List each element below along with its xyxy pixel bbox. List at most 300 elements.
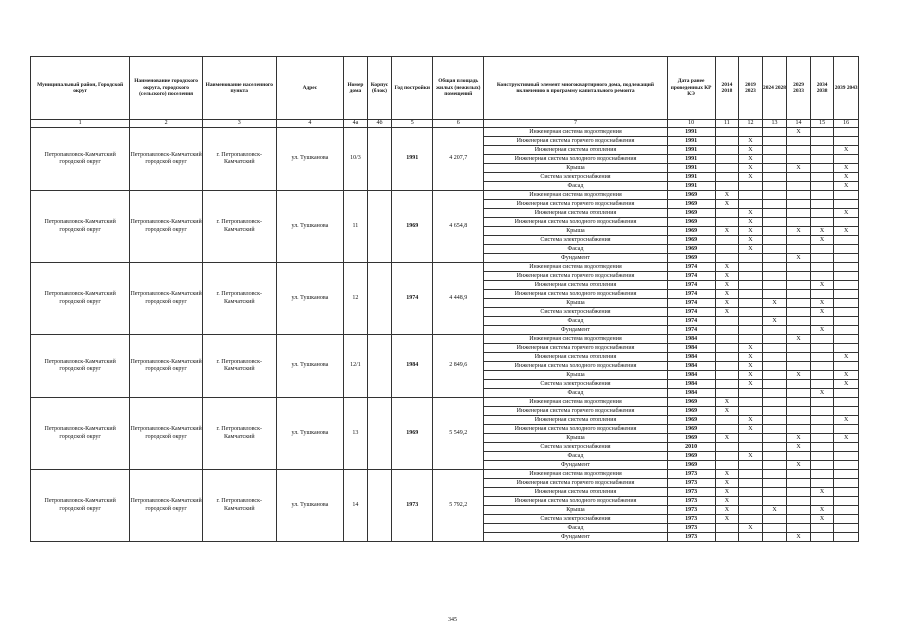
period-mark-cell (762, 236, 787, 245)
column-header: Муниципальный район, Городской округ (31, 57, 130, 120)
period-mark-cell (810, 434, 834, 443)
area-cell: 5 792,2 (433, 470, 484, 542)
column-number-row (31, 120, 859, 128)
period-mark-cell (787, 515, 811, 524)
period-mark-cell (762, 362, 787, 371)
capital-repair-table (30, 56, 859, 542)
period-mark-cell (762, 326, 787, 335)
element-name-cell: Фасад (484, 524, 667, 533)
period-mark-cell (834, 515, 859, 524)
period-mark-cell (762, 443, 787, 452)
period-mark-cell (739, 263, 763, 272)
period-mark-cell (834, 128, 859, 137)
period-mark-cell (715, 317, 739, 326)
period-mark-cell: X (739, 236, 763, 245)
period-mark-cell (739, 200, 763, 209)
period-mark-cell (787, 245, 811, 254)
period-mark-cell (715, 416, 739, 425)
period-mark-cell (762, 263, 787, 272)
period-mark-cell: X (739, 362, 763, 371)
period-mark-cell (787, 326, 811, 335)
district-cell: Петропавловск-Камчатский городской округ (31, 191, 130, 263)
previous-repair-date-cell: 1974 (667, 263, 715, 272)
period-mark-cell (787, 299, 811, 308)
period-mark-cell (810, 191, 834, 200)
period-mark-cell (810, 254, 834, 263)
period-mark-cell (834, 506, 859, 515)
area-cell: 2 849,6 (433, 335, 484, 398)
period-mark-cell: X (787, 335, 811, 344)
period-mark-cell (787, 398, 811, 407)
column-header: Наименование населенного пункта (202, 57, 276, 120)
previous-repair-date-cell: 1991 (667, 182, 715, 191)
column-header: Адрес (276, 57, 344, 120)
period-mark-cell (739, 506, 763, 515)
period-mark-cell (834, 236, 859, 245)
period-mark-cell (810, 200, 834, 209)
period-mark-cell (762, 488, 787, 497)
table-row (31, 398, 859, 407)
element-name-cell: Фундамент (484, 533, 667, 542)
period-mark-cell: X (810, 488, 834, 497)
period-mark-cell: X (810, 515, 834, 524)
period-mark-cell: X (810, 299, 834, 308)
period-mark-cell (715, 344, 739, 353)
period-mark-cell (739, 515, 763, 524)
period-mark-cell (834, 407, 859, 416)
build-year-cell: 1969 (392, 398, 433, 470)
period-mark-cell: X (739, 245, 763, 254)
period-mark-cell (715, 155, 739, 164)
previous-repair-date-cell: 1991 (667, 164, 715, 173)
period-mark-cell (810, 317, 834, 326)
period-mark-cell (834, 254, 859, 263)
period-mark-cell (810, 182, 834, 191)
period-mark-cell (787, 200, 811, 209)
element-name-cell: Инженерная система водоотведения (484, 398, 667, 407)
element-name-cell: Инженерная система отопления (484, 488, 667, 497)
period-mark-cell: X (834, 416, 859, 425)
period-mark-cell (715, 209, 739, 218)
previous-repair-date-cell: 1969 (667, 398, 715, 407)
period-mark-cell: X (834, 146, 859, 155)
period-mark-cell (787, 479, 811, 488)
period-mark-cell (787, 524, 811, 533)
period-mark-cell (810, 416, 834, 425)
column-number: 6 (433, 120, 484, 128)
period-mark-cell (834, 362, 859, 371)
period-mark-cell (810, 146, 834, 155)
area-cell: 5 549,2 (433, 398, 484, 470)
period-mark-cell (762, 434, 787, 443)
period-mark-cell (787, 380, 811, 389)
district-cell: Петропавловск-Камчатский городской округ (31, 128, 130, 191)
area-cell: 4 448,9 (433, 263, 484, 335)
element-name-cell: Система электроснабжения (484, 308, 667, 317)
column-header: 2034 2038 (810, 57, 834, 120)
house-number-cell: 10/3 (344, 128, 368, 191)
element-name-cell: Инженерная система горячего водоснабжения (484, 272, 667, 281)
period-mark-cell: X (810, 227, 834, 236)
period-mark-cell (810, 164, 834, 173)
table-row (31, 263, 859, 272)
period-mark-cell (834, 272, 859, 281)
element-name-cell: Инженерная система водоотведения (484, 335, 667, 344)
period-mark-cell (715, 533, 739, 542)
period-mark-cell (834, 470, 859, 479)
period-mark-cell (762, 182, 787, 191)
period-mark-cell: X (810, 389, 834, 398)
column-number: 5 (392, 120, 433, 128)
period-mark-cell (810, 272, 834, 281)
period-mark-cell: X (834, 173, 859, 182)
column-header: Дата ранее проведенных КР КЭ (667, 57, 715, 120)
period-mark-cell: X (739, 155, 763, 164)
period-mark-cell (739, 326, 763, 335)
period-mark-cell: X (810, 281, 834, 290)
period-mark-cell (762, 407, 787, 416)
table-body (31, 128, 859, 542)
period-mark-cell (715, 326, 739, 335)
period-mark-cell (762, 254, 787, 263)
element-name-cell: Инженерная система горячего водоснабжения (484, 407, 667, 416)
header-row (31, 57, 859, 120)
period-mark-cell: X (715, 515, 739, 524)
period-mark-cell: X (715, 191, 739, 200)
period-mark-cell: X (739, 227, 763, 236)
element-name-cell: Инженерная система водоотведения (484, 191, 667, 200)
element-name-cell: Крыша (484, 227, 667, 236)
period-mark-cell (810, 137, 834, 146)
previous-repair-date-cell: 1991 (667, 173, 715, 182)
period-mark-cell (739, 335, 763, 344)
period-mark-cell: X (715, 398, 739, 407)
period-mark-cell (715, 353, 739, 362)
period-mark-cell (834, 299, 859, 308)
period-mark-cell (739, 308, 763, 317)
period-mark-cell: X (739, 218, 763, 227)
period-mark-cell (762, 497, 787, 506)
period-mark-cell: X (739, 353, 763, 362)
period-mark-cell: X (715, 281, 739, 290)
previous-repair-date-cell: 1974 (667, 317, 715, 326)
settlement-cell: Петропавловск-Камчатский городской округ (130, 335, 203, 398)
period-mark-cell: X (762, 506, 787, 515)
period-mark-cell (810, 173, 834, 182)
column-header: 2019 2023 (739, 57, 763, 120)
house-number-cell: 11 (344, 191, 368, 263)
period-mark-cell (787, 470, 811, 479)
period-mark-cell (739, 182, 763, 191)
period-mark-cell (834, 155, 859, 164)
period-mark-cell: X (810, 308, 834, 317)
street-cell: ул. Тушканова (276, 263, 344, 335)
period-mark-cell (715, 425, 739, 434)
period-mark-cell (762, 344, 787, 353)
previous-repair-date-cell: 1973 (667, 524, 715, 533)
period-mark-cell (810, 533, 834, 542)
period-mark-cell: X (834, 209, 859, 218)
element-name-cell: Система электроснабжения (484, 443, 667, 452)
previous-repair-date-cell: 1984 (667, 353, 715, 362)
column-number: 1 (31, 120, 130, 128)
previous-repair-date-cell: 2010 (667, 443, 715, 452)
period-mark-cell (787, 209, 811, 218)
period-mark-cell (739, 533, 763, 542)
table-row (31, 335, 859, 344)
period-mark-cell (715, 218, 739, 227)
build-year-cell: 1969 (392, 191, 433, 263)
period-mark-cell: X (834, 353, 859, 362)
period-mark-cell (787, 344, 811, 353)
period-mark-cell (834, 200, 859, 209)
period-mark-cell (787, 290, 811, 299)
period-mark-cell (810, 218, 834, 227)
period-mark-cell: X (715, 407, 739, 416)
block-cell (367, 335, 392, 398)
period-mark-cell (834, 389, 859, 398)
previous-repair-date-cell: 1974 (667, 308, 715, 317)
period-mark-cell (810, 209, 834, 218)
period-mark-cell: X (834, 164, 859, 173)
street-cell: ул. Тушканова (276, 191, 344, 263)
period-mark-cell: X (715, 470, 739, 479)
district-cell: Петропавловск-Камчатский городской округ (31, 470, 130, 542)
block-cell (367, 470, 392, 542)
previous-repair-date-cell: 1974 (667, 299, 715, 308)
build-year-cell: 1973 (392, 470, 433, 542)
previous-repair-date-cell: 1969 (667, 434, 715, 443)
period-mark-cell (762, 389, 787, 398)
column-number: 7 (484, 120, 667, 128)
settlement-cell: Петропавловск-Камчатский городской округ (130, 470, 203, 542)
previous-repair-date-cell: 1974 (667, 326, 715, 335)
period-mark-cell: X (834, 371, 859, 380)
column-header: 2029 2033 (787, 57, 811, 120)
previous-repair-date-cell: 1984 (667, 380, 715, 389)
period-mark-cell (834, 497, 859, 506)
period-mark-cell: X (787, 227, 811, 236)
period-mark-cell (787, 389, 811, 398)
previous-repair-date-cell: 1969 (667, 461, 715, 470)
period-mark-cell (834, 308, 859, 317)
period-mark-cell (810, 371, 834, 380)
column-header: Год постройки (392, 57, 433, 120)
period-mark-cell: X (715, 227, 739, 236)
column-header: Конструктивный элемент многоквартирного дома, подлежащий включению в программу капитального ремонта (484, 57, 667, 120)
period-mark-cell: X (787, 254, 811, 263)
previous-repair-date-cell: 1984 (667, 371, 715, 380)
period-mark-cell (762, 227, 787, 236)
column-number: 3 (202, 120, 276, 128)
previous-repair-date-cell: 1969 (667, 227, 715, 236)
period-mark-cell (715, 443, 739, 452)
period-mark-cell: X (715, 479, 739, 488)
period-mark-cell: X (810, 236, 834, 245)
period-mark-cell (787, 272, 811, 281)
period-mark-cell (762, 272, 787, 281)
period-mark-cell (810, 407, 834, 416)
period-mark-cell (762, 137, 787, 146)
element-name-cell: Фасад (484, 182, 667, 191)
period-mark-cell (810, 362, 834, 371)
area-cell: 4 654,8 (433, 191, 484, 263)
previous-repair-date-cell: 1973 (667, 470, 715, 479)
period-mark-cell: X (739, 209, 763, 218)
period-mark-cell (787, 173, 811, 182)
period-mark-cell (787, 236, 811, 245)
previous-repair-date-cell: 1974 (667, 272, 715, 281)
period-mark-cell (715, 461, 739, 470)
settlement-cell: Петропавловск-Камчатский городской округ (130, 398, 203, 470)
period-mark-cell (739, 461, 763, 470)
element-name-cell: Крыша (484, 506, 667, 515)
period-mark-cell (739, 317, 763, 326)
previous-repair-date-cell: 1969 (667, 191, 715, 200)
period-mark-cell: X (739, 425, 763, 434)
column-number: 15 (810, 120, 834, 128)
element-name-cell: Крыша (484, 434, 667, 443)
period-mark-cell: X (739, 146, 763, 155)
element-name-cell: Крыша (484, 299, 667, 308)
period-mark-cell (762, 416, 787, 425)
locality-cell: г. Петропавловск-Камчатский (202, 263, 276, 335)
period-mark-cell (739, 299, 763, 308)
build-year-cell: 1984 (392, 335, 433, 398)
period-mark-cell (715, 335, 739, 344)
period-mark-cell (762, 380, 787, 389)
period-mark-cell (715, 254, 739, 263)
period-mark-cell: X (715, 308, 739, 317)
period-mark-cell (787, 137, 811, 146)
period-mark-cell: X (715, 290, 739, 299)
area-cell: 4 207,7 (433, 128, 484, 191)
period-mark-cell (762, 191, 787, 200)
period-mark-cell (762, 524, 787, 533)
previous-repair-date-cell: 1984 (667, 389, 715, 398)
district-cell: Петропавловск-Камчатский городской округ (31, 335, 130, 398)
period-mark-cell: X (810, 506, 834, 515)
previous-repair-date-cell: 1973 (667, 533, 715, 542)
period-mark-cell (810, 353, 834, 362)
element-name-cell: Инженерная система водоотведения (484, 470, 667, 479)
period-mark-cell: X (762, 299, 787, 308)
period-mark-cell (834, 218, 859, 227)
period-mark-cell (810, 479, 834, 488)
previous-repair-date-cell: 1974 (667, 290, 715, 299)
street-cell: ул. Тушканова (276, 335, 344, 398)
period-mark-cell (810, 245, 834, 254)
element-name-cell: Фундамент (484, 326, 667, 335)
period-mark-cell (834, 344, 859, 353)
previous-repair-date-cell: 1969 (667, 416, 715, 425)
element-name-cell: Инженерная система отопления (484, 209, 667, 218)
period-mark-cell (810, 524, 834, 533)
period-mark-cell (787, 218, 811, 227)
previous-repair-date-cell: 1969 (667, 218, 715, 227)
period-mark-cell (834, 191, 859, 200)
period-mark-cell: X (787, 164, 811, 173)
period-mark-cell (762, 470, 787, 479)
period-mark-cell (787, 416, 811, 425)
element-name-cell: Инженерная система отопления (484, 146, 667, 155)
previous-repair-date-cell: 1969 (667, 407, 715, 416)
period-mark-cell: X (739, 524, 763, 533)
previous-repair-date-cell: 1969 (667, 254, 715, 263)
column-number: 10 (667, 120, 715, 128)
period-mark-cell (715, 137, 739, 146)
element-name-cell: Инженерная система отопления (484, 281, 667, 290)
column-number: 2 (130, 120, 203, 128)
element-name-cell: Крыша (484, 164, 667, 173)
period-mark-cell (787, 425, 811, 434)
locality-cell: г. Петропавловск-Камчатский (202, 398, 276, 470)
house-number-cell: 13 (344, 398, 368, 470)
period-mark-cell: X (715, 200, 739, 209)
period-mark-cell: X (787, 443, 811, 452)
element-name-cell: Фасад (484, 245, 667, 254)
element-name-cell: Инженерная система горячего водоснабжения (484, 200, 667, 209)
period-mark-cell (787, 182, 811, 191)
table-row (31, 128, 859, 137)
period-mark-cell: X (715, 299, 739, 308)
previous-repair-date-cell: 1984 (667, 362, 715, 371)
period-mark-cell (834, 443, 859, 452)
column-header: Корпус (блок) (367, 57, 392, 120)
period-mark-cell (834, 281, 859, 290)
period-mark-cell (715, 389, 739, 398)
period-mark-cell (762, 533, 787, 542)
period-mark-cell (739, 470, 763, 479)
column-number: 13 (762, 120, 787, 128)
element-name-cell: Инженерная система горячего водоснабжения (484, 479, 667, 488)
period-mark-cell (715, 362, 739, 371)
period-mark-cell: X (834, 380, 859, 389)
period-mark-cell (762, 452, 787, 461)
period-mark-cell (787, 155, 811, 164)
period-mark-cell (762, 290, 787, 299)
period-mark-cell (739, 398, 763, 407)
period-mark-cell (810, 497, 834, 506)
period-mark-cell: X (787, 461, 811, 470)
period-mark-cell (715, 182, 739, 191)
street-cell: ул. Тушканова (276, 398, 344, 470)
column-header: 2014 2018 (715, 57, 739, 120)
period-mark-cell: X (715, 497, 739, 506)
period-mark-cell (834, 524, 859, 533)
period-mark-cell (739, 191, 763, 200)
previous-repair-date-cell: 1969 (667, 200, 715, 209)
period-mark-cell: X (739, 380, 763, 389)
previous-repair-date-cell: 1974 (667, 281, 715, 290)
previous-repair-date-cell: 1973 (667, 479, 715, 488)
period-mark-cell (834, 263, 859, 272)
period-mark-cell: X (739, 452, 763, 461)
period-mark-cell (762, 398, 787, 407)
period-mark-cell (787, 353, 811, 362)
previous-repair-date-cell: 1969 (667, 452, 715, 461)
period-mark-cell (810, 452, 834, 461)
element-name-cell: Система электроснабжения (484, 236, 667, 245)
period-mark-cell (834, 461, 859, 470)
block-cell (367, 398, 392, 470)
period-mark-cell (739, 272, 763, 281)
period-mark-cell (810, 344, 834, 353)
period-mark-cell (787, 146, 811, 155)
period-mark-cell (810, 425, 834, 434)
period-mark-cell: X (762, 317, 787, 326)
period-mark-cell (715, 146, 739, 155)
